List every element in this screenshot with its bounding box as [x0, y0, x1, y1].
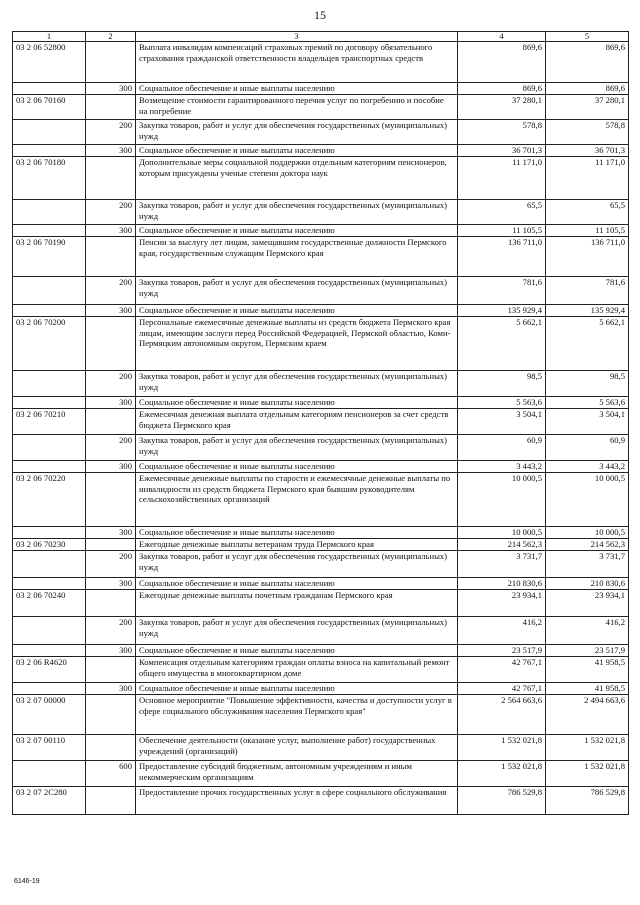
- amount-cell-1: 869,6: [458, 83, 546, 95]
- table-row: [13, 539, 629, 551]
- description-cell: Ежемесячные денежные выплаты по старости и ежемесячные денежные выплаты по инвалидности из средств бюджета Пермского края бывшим руководителям сельскохозяйственных организаций: [136, 473, 458, 527]
- vr-cell: 200: [86, 551, 136, 578]
- vr-cell: [86, 539, 136, 551]
- amount-cell-2: 136 711,0: [546, 237, 629, 277]
- table-row: [13, 683, 629, 695]
- table-row: [13, 761, 629, 787]
- description-cell: Закупка товаров, работ и услуг для обеспечения государственных (муниципальных) нужд: [136, 277, 458, 305]
- amount-cell-1: 781,6: [458, 277, 546, 305]
- amount-cell-1: 1 532 021,8: [458, 761, 546, 787]
- code-cell: 03 2 06 70220: [13, 473, 86, 527]
- description-cell: Социальное обеспечение и иные выплаты населению: [136, 683, 458, 695]
- table-row: [13, 317, 629, 371]
- header-col-4: 4: [458, 32, 546, 42]
- amount-cell-2: 5 662,1: [546, 317, 629, 371]
- description-cell: Закупка товаров, работ и услуг для обеспечения государственных (муниципальных) нужд: [136, 551, 458, 578]
- amount-cell-2: 65,5: [546, 200, 629, 225]
- description-cell: Возмещение стоимости гарантированного перечня услуг по погребению и пособие на погребение: [136, 95, 458, 120]
- code-cell: [13, 527, 86, 539]
- code-cell: [13, 371, 86, 397]
- code-cell: 03 2 06 70180: [13, 157, 86, 200]
- amount-cell-1: 416,2: [458, 617, 546, 645]
- code-cell: [13, 551, 86, 578]
- amount-cell-1: 98,5: [458, 371, 546, 397]
- amount-cell-2: 41 958,5: [546, 657, 629, 683]
- description-cell: Социальное обеспечение и иные выплаты населению: [136, 461, 458, 473]
- description-cell: Основное мероприятие "Повышение эффективности, качества и доступности услуг в сфере социального обслуживания населения Пермского края": [136, 695, 458, 735]
- header-col-2: 2: [86, 32, 136, 42]
- amount-cell-2: 11 171,0: [546, 157, 629, 200]
- vr-cell: 300: [86, 645, 136, 657]
- amount-cell-1: 60,9: [458, 435, 546, 461]
- amount-cell-2: 36 701,3: [546, 145, 629, 157]
- vr-cell: 200: [86, 120, 136, 145]
- table-row: [13, 397, 629, 409]
- table-row: [13, 551, 629, 578]
- description-cell: Закупка товаров, работ и услуг для обеспечения государственных (муниципальных) нужд: [136, 371, 458, 397]
- amount-cell-2: 10 000,5: [546, 473, 629, 527]
- code-cell: [13, 617, 86, 645]
- header-col-5: 5: [546, 32, 629, 42]
- description-cell: Предоставление прочих государственных услуг в сфере социального обслуживания: [136, 787, 458, 815]
- code-cell: [13, 277, 86, 305]
- code-cell: 03 2 06 70160: [13, 95, 86, 120]
- amount-cell-1: 10 000,5: [458, 527, 546, 539]
- amount-cell-1: 5 662,1: [458, 317, 546, 371]
- amount-cell-1: 135 929,4: [458, 305, 546, 317]
- amount-cell-1: 2 564 663,6: [458, 695, 546, 735]
- table-row: [13, 735, 629, 761]
- vr-cell: [86, 473, 136, 527]
- amount-cell-2: 578,8: [546, 120, 629, 145]
- amount-cell-1: 869,6: [458, 42, 546, 83]
- amount-cell-2: 3 504,1: [546, 409, 629, 435]
- amount-cell-2: 1 532 021,8: [546, 761, 629, 787]
- vr-cell: 600: [86, 761, 136, 787]
- table-row: [13, 695, 629, 735]
- code-cell: 03 2 06 52800: [13, 42, 86, 83]
- table-row: [13, 787, 629, 815]
- code-cell: [13, 683, 86, 695]
- table-row: [13, 435, 629, 461]
- table-row: [13, 277, 629, 305]
- amount-cell-1: 10 000,5: [458, 473, 546, 527]
- code-cell: [13, 120, 86, 145]
- vr-cell: 200: [86, 371, 136, 397]
- table-row: [13, 578, 629, 590]
- table-row: [13, 42, 629, 83]
- amount-cell-2: 37 280,1: [546, 95, 629, 120]
- description-cell: Закупка товаров, работ и услуг для обеспечения государственных (муниципальных) нужд: [136, 435, 458, 461]
- table-row: [13, 657, 629, 683]
- amount-cell-1: 210 830,6: [458, 578, 546, 590]
- table-row: [13, 225, 629, 237]
- amount-cell-2: 60,9: [546, 435, 629, 461]
- description-cell: Социальное обеспечение и иные выплаты населению: [136, 145, 458, 157]
- table-row: [13, 590, 629, 617]
- vr-cell: 300: [86, 83, 136, 95]
- table-row: [13, 409, 629, 435]
- table-row: [13, 473, 629, 527]
- code-cell: [13, 761, 86, 787]
- vr-cell: 300: [86, 683, 136, 695]
- table-row: [13, 83, 629, 95]
- amount-cell-1: 36 701,3: [458, 145, 546, 157]
- description-cell: Дополнительные меры социальной поддержки отдельным категориям пенсионеров, которым присуждены ученые степени доктора наук: [136, 157, 458, 200]
- description-cell: Компенсация отдельным категориям граждан оплаты взноса на капитальный ремонт общего имущества в многоквартирном доме: [136, 657, 458, 683]
- vr-cell: 300: [86, 397, 136, 409]
- code-cell: [13, 578, 86, 590]
- vr-cell: [86, 237, 136, 277]
- amount-cell-1: 136 711,0: [458, 237, 546, 277]
- table-row: [13, 617, 629, 645]
- page-number: 15: [314, 8, 326, 22]
- code-cell: 03 2 06 70230: [13, 539, 86, 551]
- amount-cell-2: 786 529,8: [546, 787, 629, 815]
- amount-cell-2: 210 830,6: [546, 578, 629, 590]
- budget-table: [12, 31, 629, 815]
- vr-cell: 200: [86, 617, 136, 645]
- amount-cell-2: 41 958,5: [546, 683, 629, 695]
- code-cell: [13, 397, 86, 409]
- amount-cell-1: 11 171,0: [458, 157, 546, 200]
- amount-cell-2: 2 494 663,6: [546, 695, 629, 735]
- vr-cell: 200: [86, 200, 136, 225]
- amount-cell-1: 3 731,7: [458, 551, 546, 578]
- code-cell: 03 2 06 70240: [13, 590, 86, 617]
- description-cell: Ежегодные денежные выплаты почетным гражданам Пермского края: [136, 590, 458, 617]
- amount-cell-2: 1 532 021,8: [546, 735, 629, 761]
- header-col-3: 3: [136, 32, 458, 42]
- table-row: [13, 305, 629, 317]
- description-cell: Социальное обеспечение и иные выплаты населению: [136, 305, 458, 317]
- amount-cell-2: 98,5: [546, 371, 629, 397]
- vr-cell: [86, 42, 136, 83]
- code-cell: [13, 200, 86, 225]
- code-cell: 03 2 06 70210: [13, 409, 86, 435]
- vr-cell: [86, 317, 136, 371]
- amount-cell-2: 3 443,2: [546, 461, 629, 473]
- amount-cell-2: 214 562,3: [546, 539, 629, 551]
- vr-cell: 300: [86, 145, 136, 157]
- amount-cell-1: 23 517,9: [458, 645, 546, 657]
- table-row: [13, 645, 629, 657]
- vr-cell: [86, 787, 136, 815]
- amount-cell-1: 5 563,6: [458, 397, 546, 409]
- description-cell: Пенсии за выслугу лет лицам, замещавшим государственные должности Пермского края, государственным служащим Пермского края: [136, 237, 458, 277]
- amount-cell-1: 37 280,1: [458, 95, 546, 120]
- vr-cell: 200: [86, 277, 136, 305]
- code-cell: [13, 461, 86, 473]
- amount-cell-2: 23 517,9: [546, 645, 629, 657]
- amount-cell-1: 786 529,8: [458, 787, 546, 815]
- description-cell: Социальное обеспечение и иные выплаты населению: [136, 527, 458, 539]
- description-cell: Ежегодные денежные выплаты ветеранам труда Пермского края: [136, 539, 458, 551]
- amount-cell-2: 10 000,5: [546, 527, 629, 539]
- header-col-1: 1: [13, 32, 86, 42]
- amount-cell-1: 65,5: [458, 200, 546, 225]
- amount-cell-1: 214 562,3: [458, 539, 546, 551]
- code-cell: [13, 225, 86, 237]
- vr-cell: [86, 409, 136, 435]
- description-cell: Обеспечение деятельности (оказание услуг, выполнение работ) государственных учреждений (организаций): [136, 735, 458, 761]
- amount-cell-1: 3 443,2: [458, 461, 546, 473]
- code-cell: [13, 435, 86, 461]
- code-cell: [13, 83, 86, 95]
- amount-cell-2: 11 105,5: [546, 225, 629, 237]
- vr-cell: 300: [86, 305, 136, 317]
- amount-cell-2: 23 934,1: [546, 590, 629, 617]
- table-row: [13, 200, 629, 225]
- amount-cell-2: 3 731,7: [546, 551, 629, 578]
- vr-cell: 300: [86, 578, 136, 590]
- amount-cell-2: 135 929,4: [546, 305, 629, 317]
- amount-cell-2: 869,6: [546, 42, 629, 83]
- amount-cell-1: 11 105,5: [458, 225, 546, 237]
- description-cell: Социальное обеспечение и иные выплаты населению: [136, 578, 458, 590]
- amount-cell-2: 869,6: [546, 83, 629, 95]
- amount-cell-1: 42 767,1: [458, 657, 546, 683]
- description-cell: Социальное обеспечение и иные выплаты населению: [136, 225, 458, 237]
- code-cell: 03 2 07 2С280: [13, 787, 86, 815]
- code-cell: [13, 645, 86, 657]
- table-row: [13, 527, 629, 539]
- table-header: [13, 32, 629, 42]
- vr-cell: [86, 735, 136, 761]
- description-cell: Персональные ежемесячные денежные выплаты из средств бюджета Пермского края лицам, имеющим заслуги перед Российской Федерацией, Пермской областью, Коми-Пермяцким автономным округом, Пермским краем: [136, 317, 458, 371]
- code-cell: 03 2 06 R4620: [13, 657, 86, 683]
- amount-cell-2: 781,6: [546, 277, 629, 305]
- header-row: [13, 32, 629, 42]
- code-cell: [13, 145, 86, 157]
- vr-cell: [86, 95, 136, 120]
- footer-code: 6146-19: [14, 878, 40, 885]
- description-cell: Закупка товаров, работ и услуг для обеспечения государственных (муниципальных) нужд: [136, 617, 458, 645]
- amount-cell-1: 578,8: [458, 120, 546, 145]
- table-row: [13, 120, 629, 145]
- amount-cell-1: 1 532 021,8: [458, 735, 546, 761]
- vr-cell: [86, 590, 136, 617]
- table-row: [13, 237, 629, 277]
- vr-cell: 300: [86, 461, 136, 473]
- amount-cell-1: 3 504,1: [458, 409, 546, 435]
- table-body: [13, 42, 629, 815]
- description-cell: Предоставление субсидий бюджетным, автономным учреждениям и иным некоммерческим организациям: [136, 761, 458, 787]
- description-cell: Закупка товаров, работ и услуг для обеспечения государственных (муниципальных) нужд: [136, 200, 458, 225]
- code-cell: 03 2 07 00110: [13, 735, 86, 761]
- amount-cell-2: 416,2: [546, 617, 629, 645]
- code-cell: [13, 305, 86, 317]
- table-row: [13, 145, 629, 157]
- vr-cell: 300: [86, 225, 136, 237]
- description-cell: Закупка товаров, работ и услуг для обеспечения государственных (муниципальных) нужд: [136, 120, 458, 145]
- vr-cell: 200: [86, 435, 136, 461]
- table-row: [13, 371, 629, 397]
- amount-cell-2: 5 563,6: [546, 397, 629, 409]
- description-cell: Социальное обеспечение и иные выплаты населению: [136, 645, 458, 657]
- description-cell: Социальное обеспечение и иные выплаты населению: [136, 397, 458, 409]
- description-cell: Социальное обеспечение и иные выплаты населению: [136, 83, 458, 95]
- description-cell: Выплата инвалидам компенсаций страховых премий по договору обязательного страхования гражданской ответственности владельцев транспортных средств: [136, 42, 458, 83]
- table-row: [13, 95, 629, 120]
- code-cell: 03 2 06 70200: [13, 317, 86, 371]
- table-row: [13, 157, 629, 200]
- vr-cell: 300: [86, 527, 136, 539]
- amount-cell-1: 23 934,1: [458, 590, 546, 617]
- code-cell: 03 2 07 00000: [13, 695, 86, 735]
- vr-cell: [86, 695, 136, 735]
- vr-cell: [86, 657, 136, 683]
- code-cell: 03 2 06 70190: [13, 237, 86, 277]
- table-row: [13, 461, 629, 473]
- amount-cell-1: 42 767,1: [458, 683, 546, 695]
- vr-cell: [86, 157, 136, 200]
- description-cell: Ежемесячная денежная выплата отдельным категориям пенсионеров за счет средств бюджета Пермского края: [136, 409, 458, 435]
